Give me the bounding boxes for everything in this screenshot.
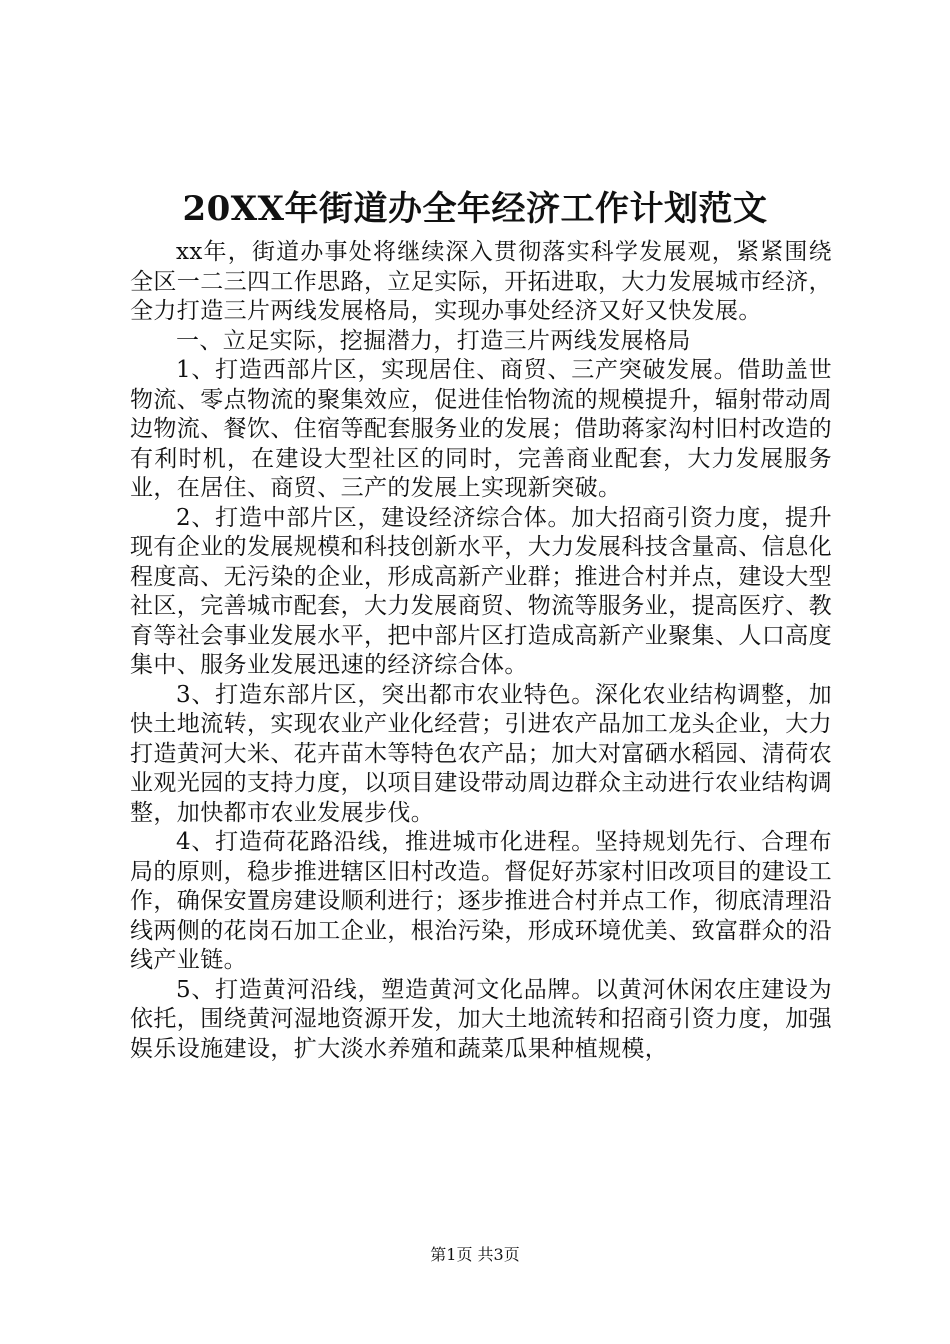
paragraph-east-area: 3、打造东部片区，突出都市农业特色。深化农业结构调整，加快土地流转，实现农业产业化经营；引进农产品加工龙头企业，大力打造黄河大米、花卉苗木等特色农产品；加大对富硒水稻园、清荷农业观光园的支持力度，以项目建设带动周边群众主动进行农业结构调整，加快都市农业发展步伐。	[130, 681, 832, 826]
paragraph-hehua-road: 4、打造荷花路沿线，推进城市化进程。坚持规划先行、合理布局的原则，稳步推进辖区旧村改造。督促好苏家村旧改项目的建设工作，确保安置房建设顺利进行；逐步推进合村并点工作，彻底清理沿线两侧的花岗石加工企业，根治污染，形成环境优美、致富群众的沿线产业链。	[130, 829, 832, 973]
document-body	[130, 238, 832, 1064]
section-heading-1: 一、立足实际，挖掘潜力，打造三片两线发展格局	[176, 327, 691, 354]
paragraph-west-area: 1、打造西部片区，实现居住、商贸、三产突破发展。借助盖世物流、零点物流的聚集效应，促进佳怡物流的规模提升，辐射带动周边物流、餐饮、住宿等配套服务业的发展；借助蒋家沟村旧村改造的有利时机，在建设大型社区的同时，完善商业配套，大力发展服务业，在居住、商贸、三产的发展上实现新突破。	[130, 357, 832, 501]
paragraph-intro: xx年，街道办事处将继续深入贯彻落实科学发展观，紧紧围绕全区一二三四工作思路，立足实际，开拓进取，大力发展城市经济，全力打造三片两线发展格局，实现办事处经济又好又快发展。	[130, 239, 832, 324]
paragraph-central-area: 2、打造中部片区，建设经济综合体。加大招商引资力度，提升现有企业的发展规模和科技创新水平，大力发展科技含量高、信息化程度高、无污染的企业，形成高新产业群；推进合村并点，建设大型社区，完善城市配套，大力发展商贸、物流等服务业，提高医疗、教育等社会事业发展水平，把中部片区打造成高新产业聚集、人口高度集中、服务业发展迅速的经济综合体。	[130, 504, 832, 678]
document-title: 20XX年街道办全年经济工作计划范文	[182, 189, 768, 229]
paragraph-yellow-river: 5、打造黄河沿线，塑造黄河文化品牌。以黄河休闲农庄建设为依托，围绕黄河湿地资源开发，加大土地流转和招商引资力度，加强娱乐设施建设，扩大淡水养殖和蔬菜瓜果种植规模，	[130, 976, 832, 1062]
page-footer: 第1页 共3页	[430, 1245, 520, 1264]
